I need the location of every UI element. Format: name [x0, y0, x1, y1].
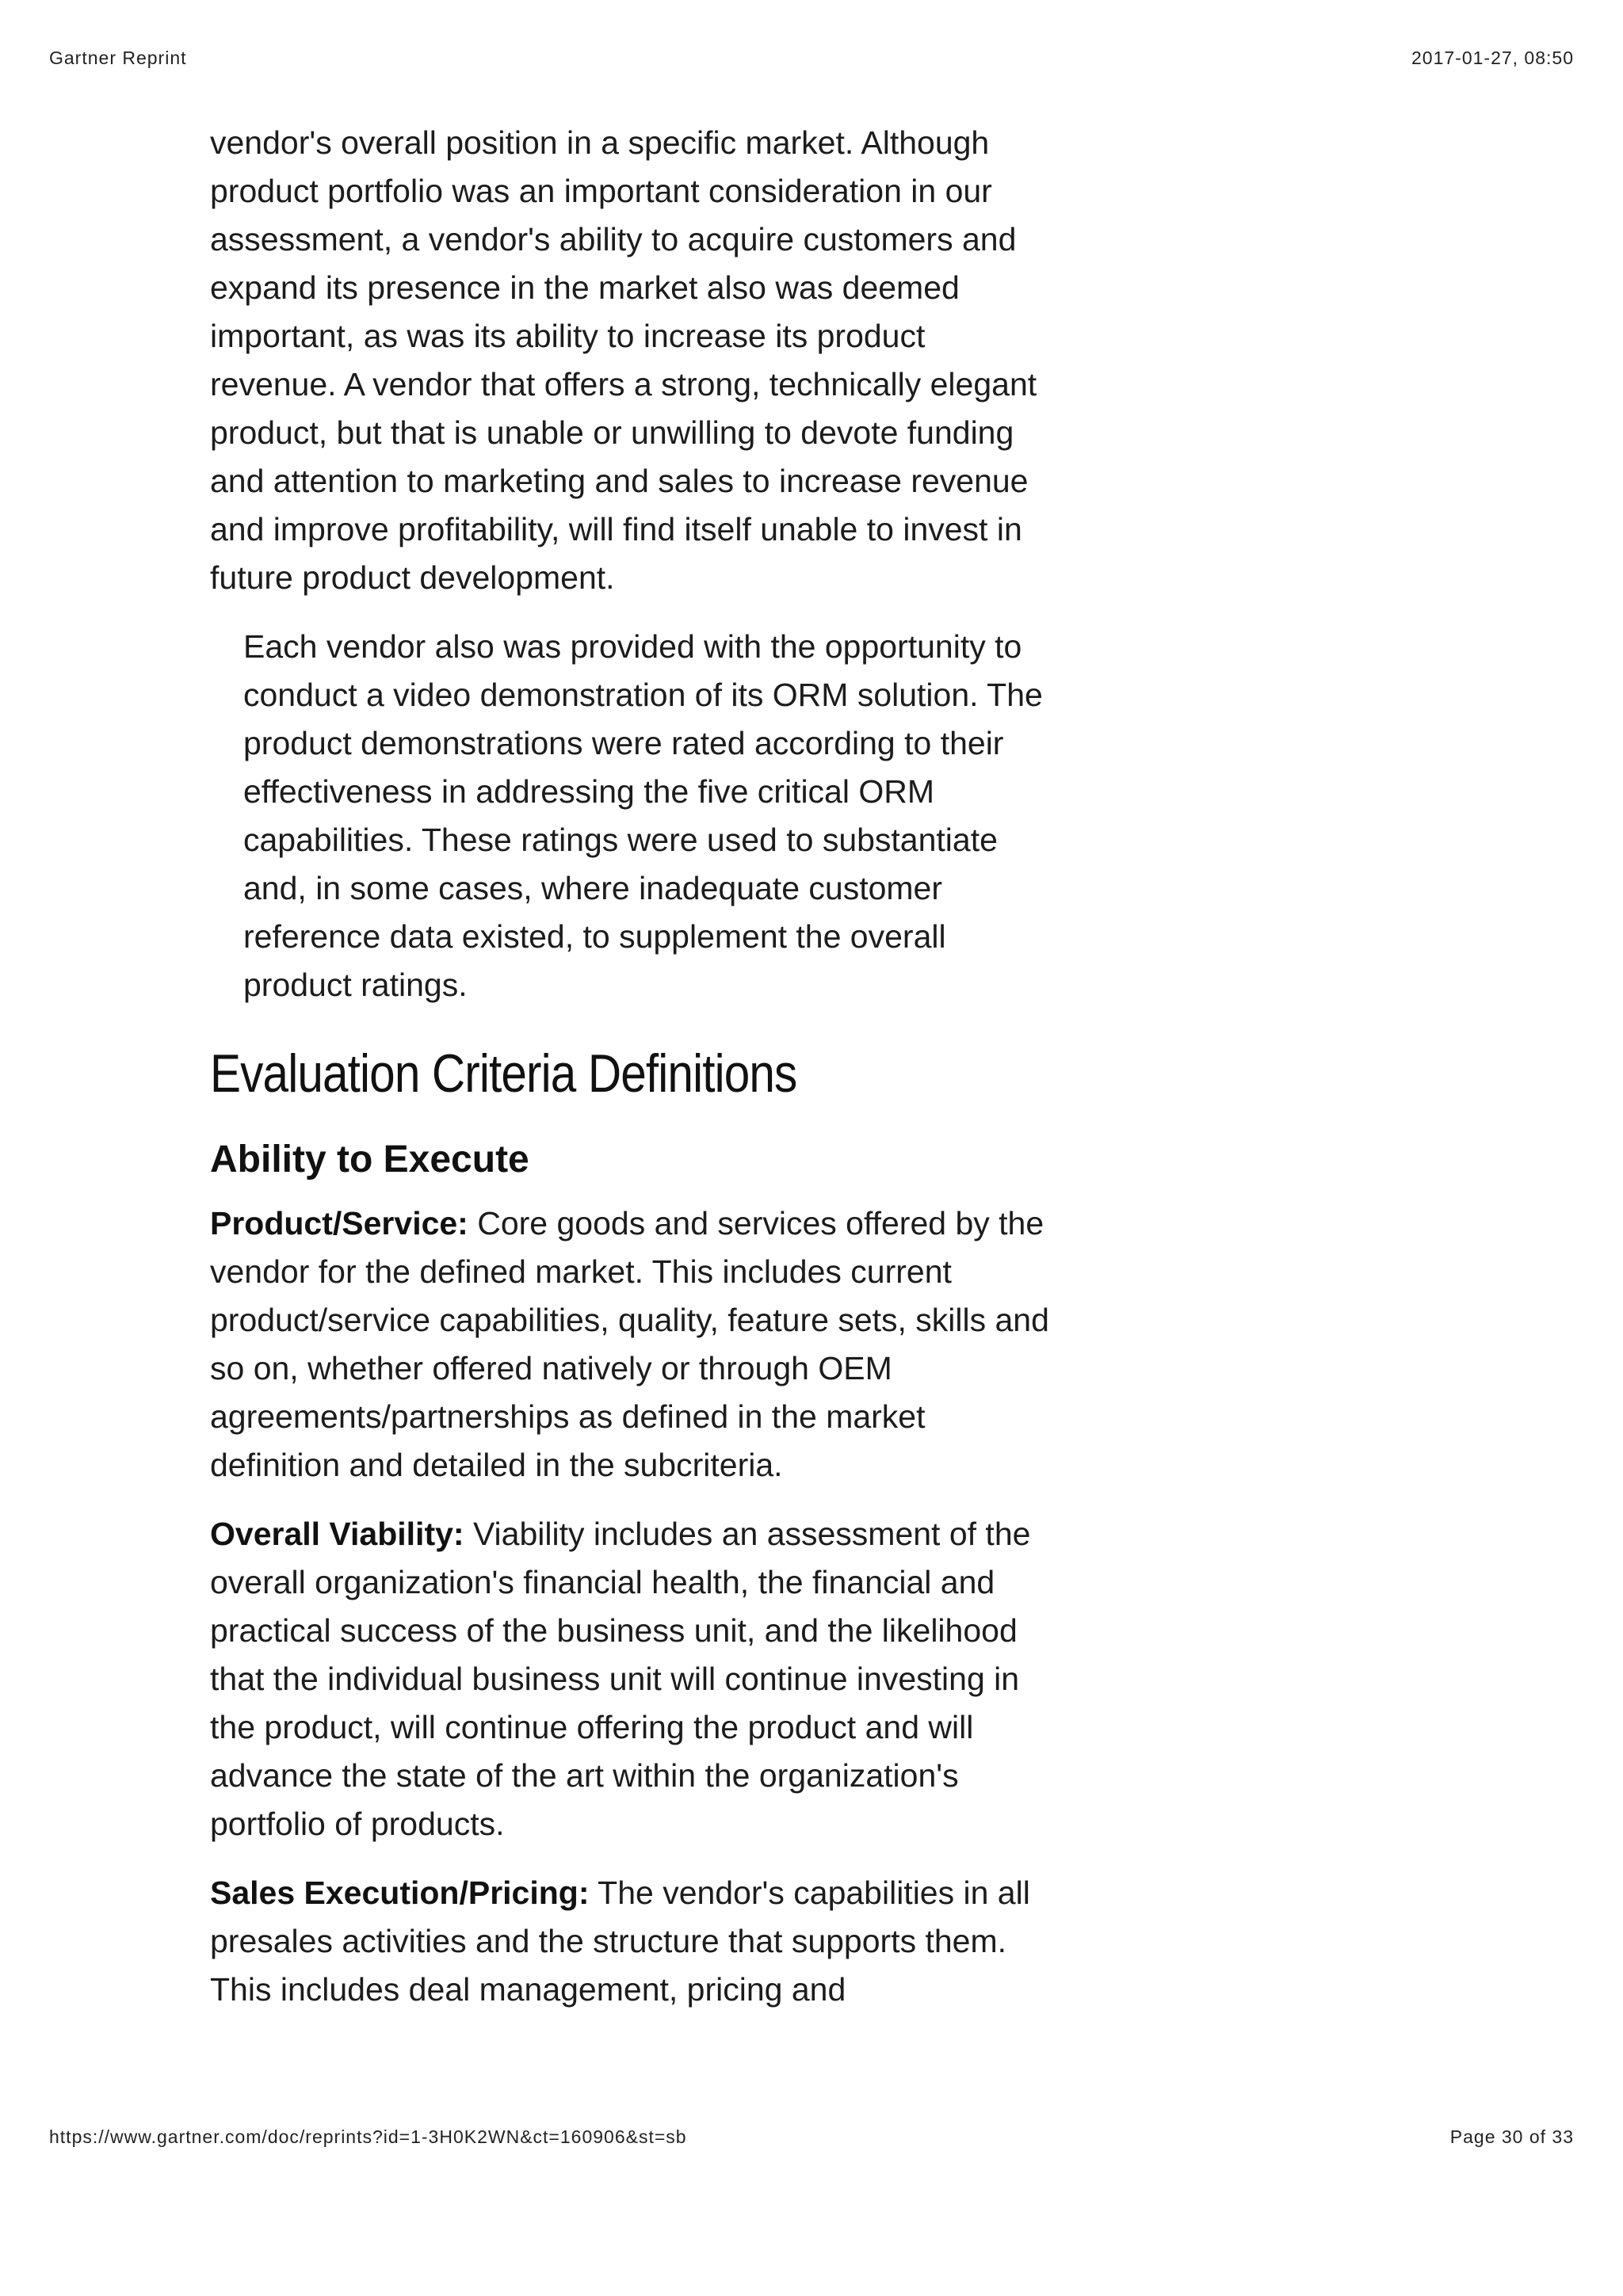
footer-url: https://www.gartner.com/doc/reprints?id=1-3H0K2WN&ct=160906&st=sb — [49, 2126, 687, 2147]
paragraph-video-demonstration: Each vendor also was provided with the opportunity to conduct a video demonstration of its ORM solution. The product demonstrations were rated according to their effectiveness in addressing the five critical ORM capabilities. These ratings were used to substantiate and, in some cases, where inadequate customer reference data existed, to supplement the overall product ratings. — [243, 628, 1043, 1003]
criterion-sales-execution — [210, 1869, 1050, 2014]
header-timestamp: 2017-01-27, 08:50 — [1411, 48, 1574, 68]
criterion-term: Product/Service: — [210, 1205, 468, 1241]
footer-page-number: Page 30 of 33 — [1449, 2126, 1574, 2147]
paragraph-vendor-position: vendor's overall position in a specific market. Although product portfolio was an important consideration in our assessment, a vendor's ability to acquire customers and expand its presence in the market also was deemed important, as was its ability to increase its product revenue. A vendor that offers a strong, technically elegant product, but that is unable or unwilling to devote funding and attention to marketing and sales to increase revenue and improve profitability, will find itself unable to invest in future product development. — [210, 124, 1037, 596]
criterion-term: Sales Execution/Pricing: — [210, 1875, 590, 1911]
print-footer — [49, 2126, 1574, 2148]
criterion-term: Overall Viability: — [210, 1516, 464, 1552]
section-heading: Evaluation Criteria Definitions — [210, 1043, 797, 1104]
print-header — [49, 48, 1574, 69]
criterion-overall-viability — [210, 1510, 1050, 1848]
subsection-heading: Ability to Execute — [210, 1138, 529, 1180]
criterion-text: Core goods and services offered by the vendor for the defined market. This includes current product/service capabilities, quality, feature sets, skills and so on, whether offered natively or through OEM agreements/partnerships as defined in the market definition and detailed in the subcriteria. — [210, 1205, 1049, 1483]
header-source: Gartner Reprint — [49, 48, 187, 68]
criterion-text: The vendor's capabilities in all presales activities and the structure that supports them. This includes deal management, pricing and — [210, 1875, 1030, 2008]
document-body — [210, 119, 1050, 2035]
criterion-text: Viability includes an assessment of the overall organization's financial health, the financial and practical success of the business unit, and the likelihood that the individual business unit will continue investing in the product, will continue offering the product and will advance the state of the art within the organization's portfolio of products. — [210, 1516, 1031, 1842]
criterion-product-service — [210, 1199, 1050, 1489]
